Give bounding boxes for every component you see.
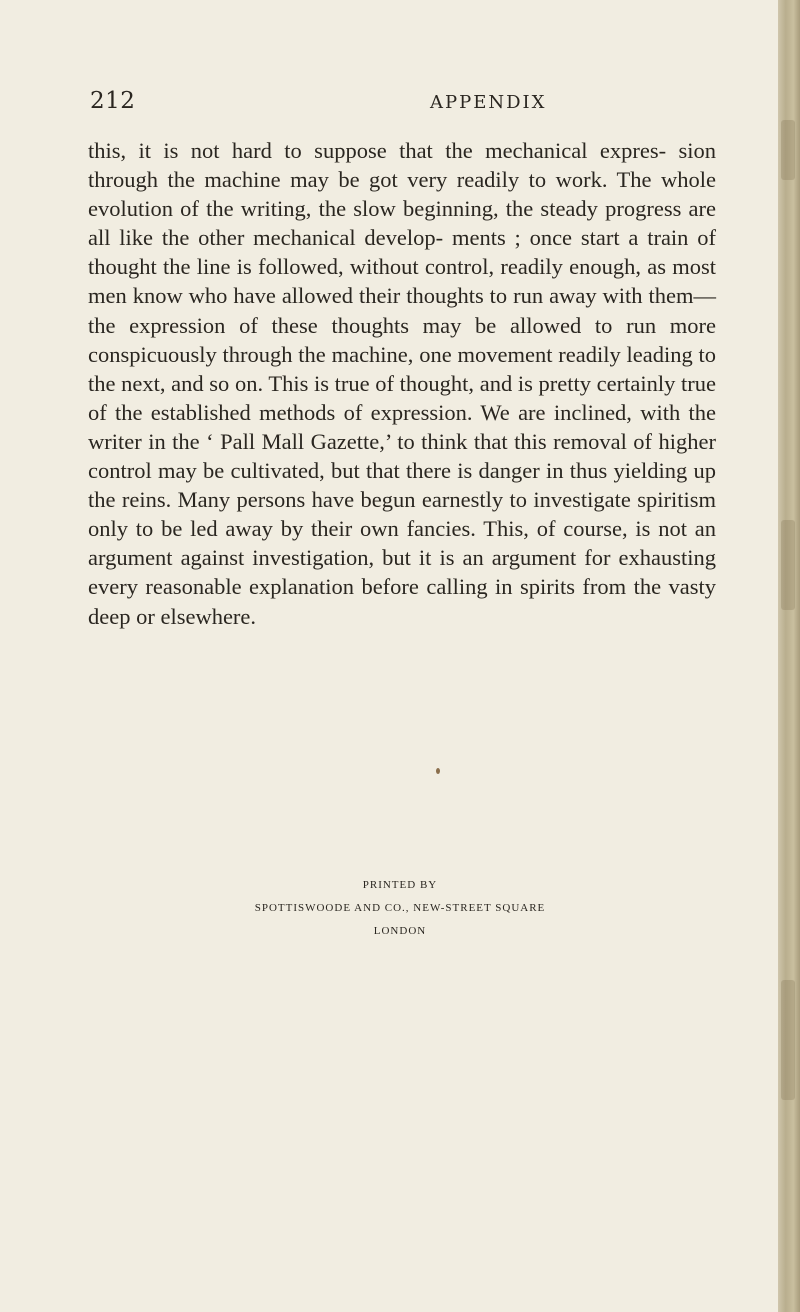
running-head: APPENDIX [430, 92, 547, 113]
body-paragraph: this, it is not hard to suppose that the mechanical expres- sion through the machine may be got very readily to work. The whole evolution of the writing, the slow beginning, the steady progress are all like the other mechanical develop- ments ; once start a train of thought the line is followed, without control, readily enough, as most men know who have allowed their thoughts to run away with them—the expression of these thoughts may be allowed to run more conspicuously through the machine, one movement readily leading to the next, and so on. This is true of thought, and is pretty certainly true of the established methods of expression. We are inclined, with the writer in the ‘ Pall Mall Gazette,’ to think that this removal of higher control may be cultivated, but that there is danger in thus yielding up the reins. Many persons have begun earnestly to investigate spiritism only to be led away by their own fancies. This, of course, is not an argument against investigation, but it is an argument for exhausting every reasonable explanation before calling in spirits from the vasty deep or elsewhere. [88, 138, 716, 629]
imprint-line-printer: SPOTTISWOODE AND CO., NEW-STREET SQUARE [254, 902, 546, 914]
printer-imprint [180, 874, 620, 943]
imprint-line-city: LONDON [373, 925, 427, 937]
page-header [90, 88, 715, 128]
page-edge [778, 0, 800, 1312]
edge-stain [781, 980, 795, 1100]
page-number: 212 [90, 88, 136, 114]
edge-stain [781, 520, 795, 610]
imprint-line-printed-by: PRINTED BY [362, 879, 438, 891]
ink-speck [436, 768, 440, 774]
edge-stain [781, 120, 795, 180]
